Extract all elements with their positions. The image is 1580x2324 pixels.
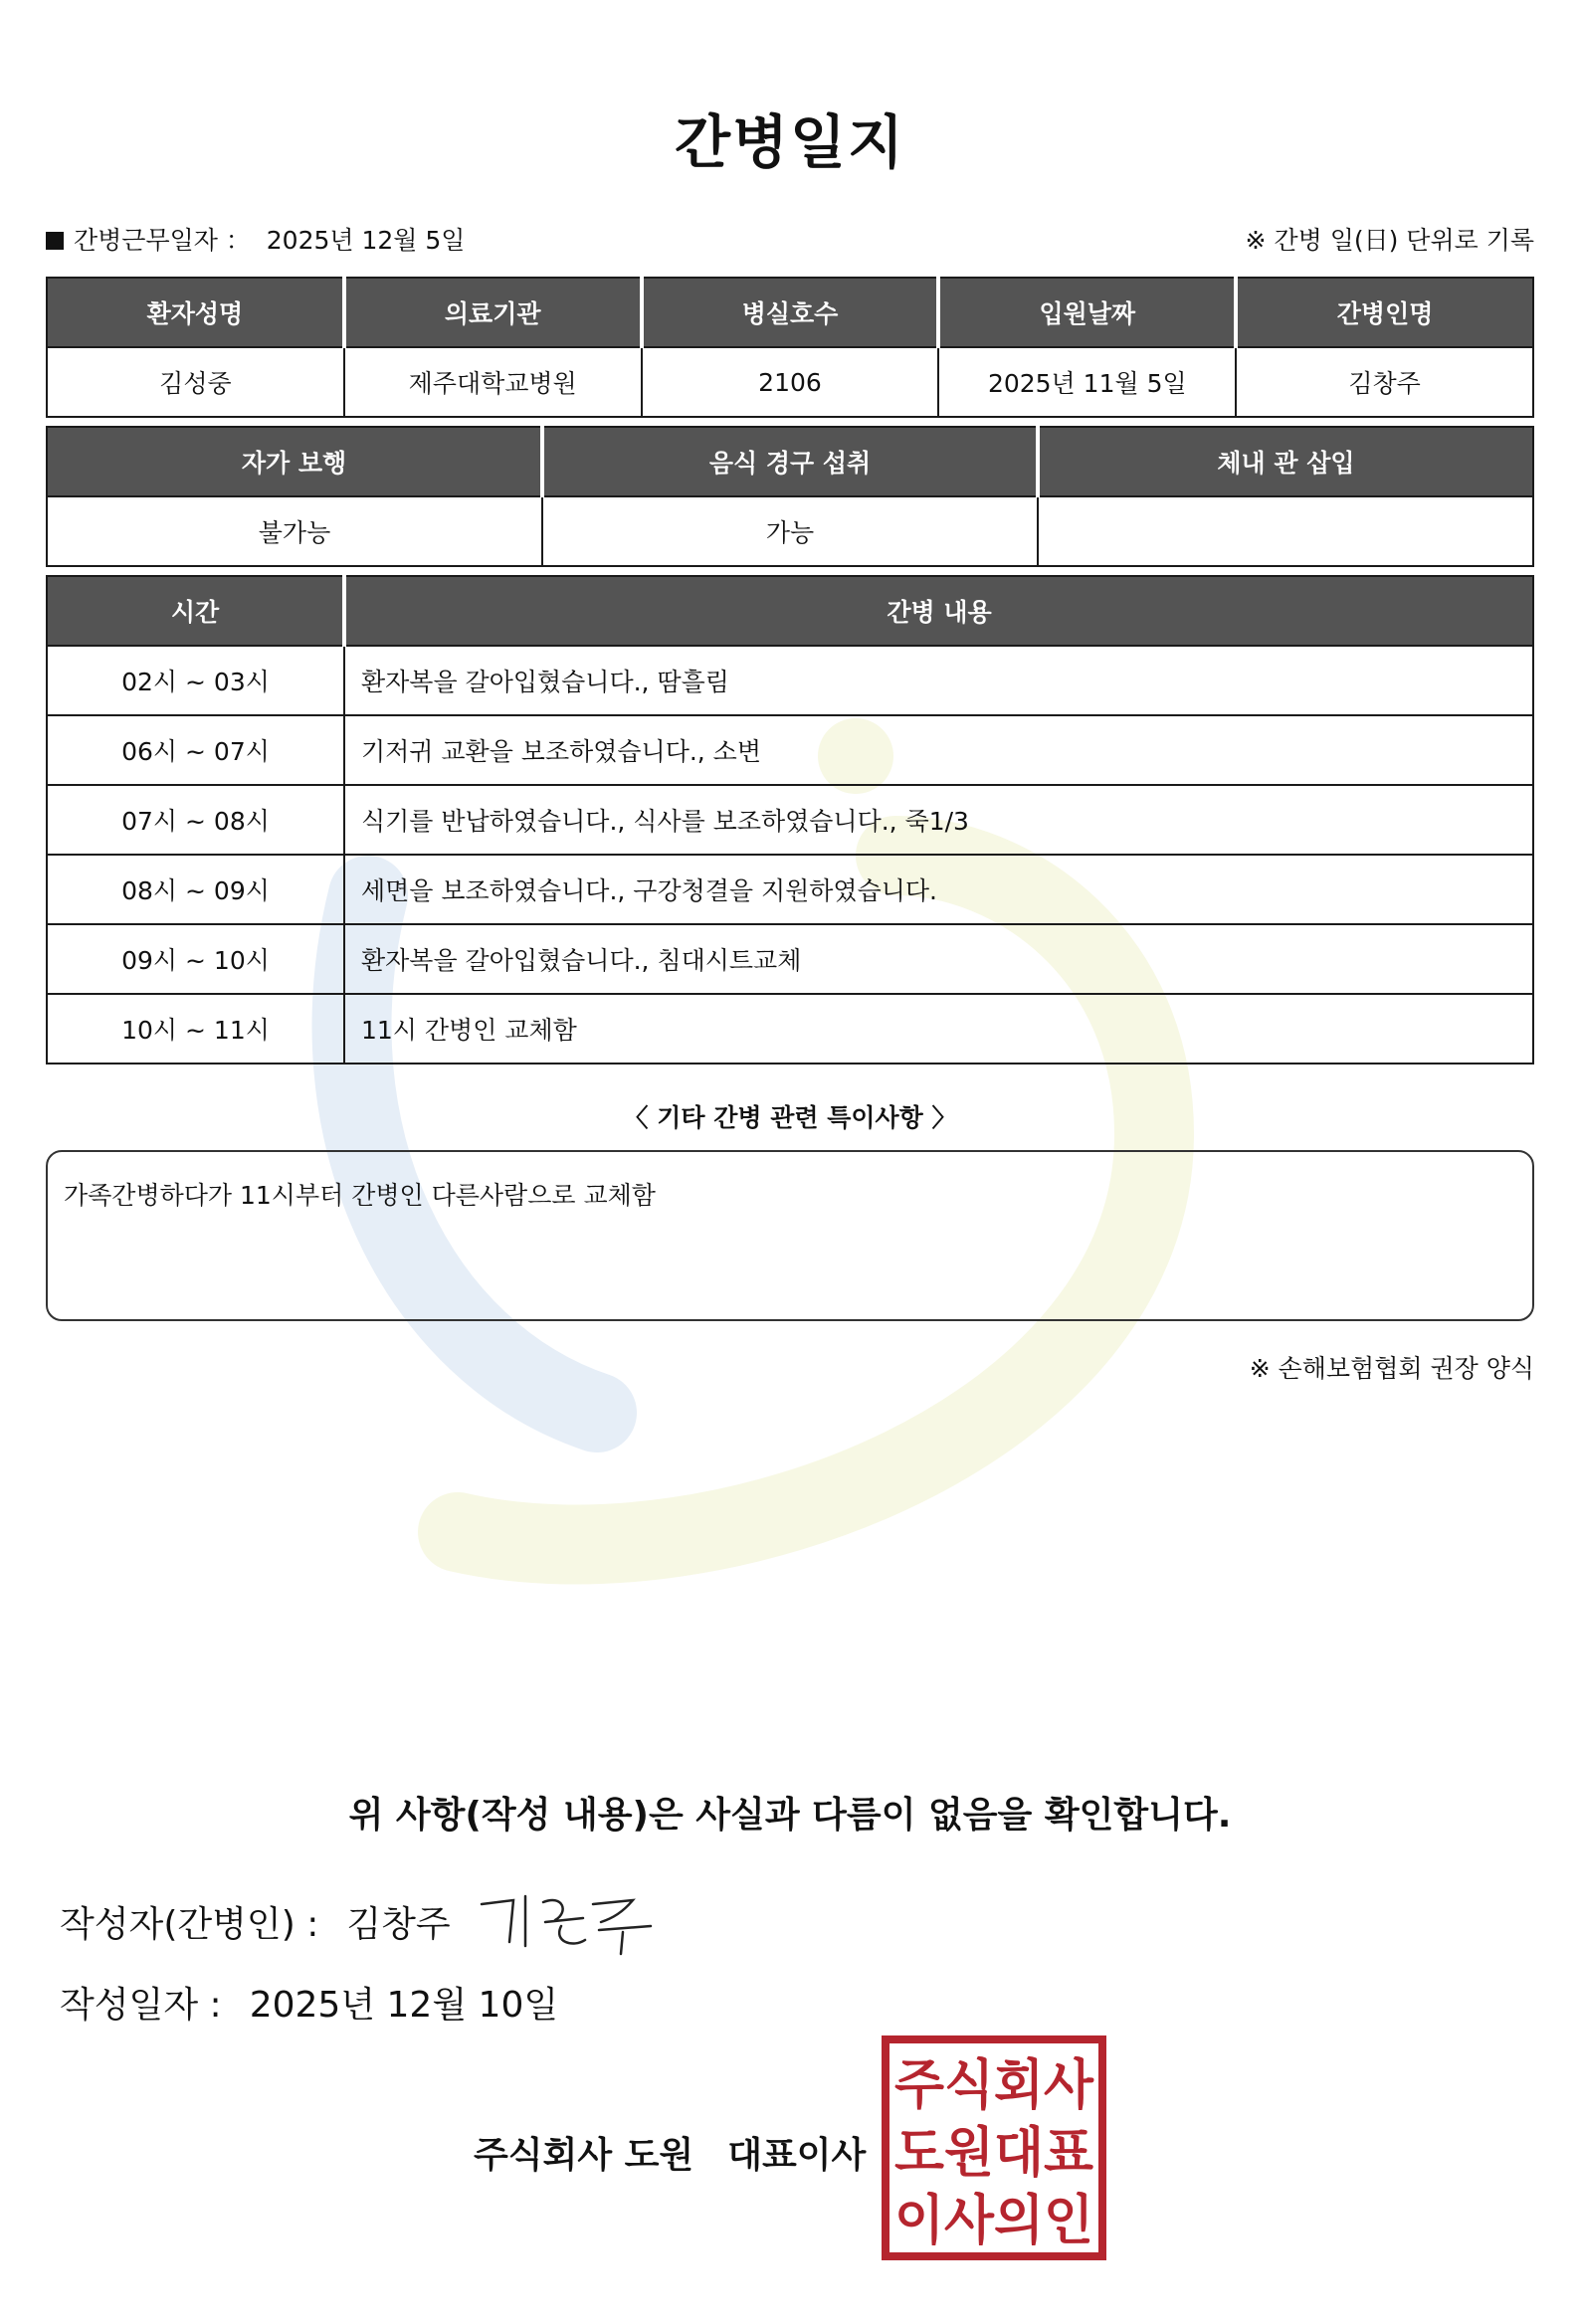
special-notes-text: 가족간병하다가 11시부터 간병인 다른사람으로 교체함 [64, 1181, 656, 1210]
oral-intake-status: 가능 [542, 496, 1038, 566]
writer-label: 작성자(간병인) : [60, 1904, 319, 1945]
writer-line [60, 1896, 451, 1947]
table-row [47, 715, 1533, 785]
write-date-label: 작성일자 : [60, 1985, 222, 2026]
confirmation-statement: 위 사항(작성 내용)은 사실과 다름이 없음을 확인합니다. [348, 1795, 1232, 1836]
table-row [47, 646, 1533, 715]
handwritten-signature [474, 1882, 692, 1962]
unit-note: ※ 간병 일(日) 단위로 기록 [1245, 226, 1534, 255]
write-date-value: 2025년 12월 10일 [249, 1985, 559, 2026]
special-notes-box [46, 1150, 1534, 1321]
care-time: 06시 ~ 07시 [47, 715, 344, 785]
care-time: 07시 ~ 08시 [47, 785, 344, 855]
header-oral-intake: 음식 경구 섭취 [542, 427, 1038, 496]
walking-status: 불가능 [47, 496, 542, 566]
company-seal-stamp [882, 2035, 1106, 2260]
room-number: 2106 [642, 347, 939, 417]
table-row [47, 924, 1533, 994]
care-content: 환자복을 갈아입혔습니다., 땀흘림 [344, 646, 1533, 715]
care-content: 환자복을 갈아입혔습니다., 침대시트교체 [344, 924, 1533, 994]
work-date [46, 221, 465, 257]
caregiver-name: 김창주 [1236, 347, 1533, 417]
care-content: 11시 간병인 교체함 [344, 994, 1533, 1064]
table-row [47, 994, 1533, 1064]
company-name: 주식회사 도원 [474, 2135, 694, 2176]
care-time: 09시 ~ 10시 [47, 924, 344, 994]
header-care-content: 간병 내용 [344, 576, 1533, 646]
header-hospital: 의료기관 [344, 278, 642, 347]
document-title: 간병일지 [674, 108, 906, 176]
table-row [47, 496, 1533, 566]
svg-text:도원대표: 도원대표 [894, 2121, 1093, 2184]
hospital: 제주대학교병원 [344, 347, 642, 417]
care-content: 식기를 반납하였습니다., 식사를 보조하였습니다., 죽1/3 [344, 785, 1533, 855]
table-row [47, 855, 1533, 924]
care-time: 02시 ~ 03시 [47, 646, 344, 715]
write-date-line [60, 1977, 558, 2028]
care-content: 기저귀 교환을 보조하였습니다., 소변 [344, 715, 1533, 785]
square-bullet-icon [46, 232, 64, 250]
meta-row [46, 221, 1534, 261]
svg-text:주식회사: 주식회사 [894, 2053, 1094, 2116]
work-date-label: 간병근무일자 ： [74, 226, 251, 255]
patient-name: 김성중 [47, 347, 344, 417]
header-room: 병실호수 [642, 278, 939, 347]
table-row [47, 785, 1533, 855]
table-header-row [47, 427, 1533, 496]
header-admission-date: 입원날짜 [938, 278, 1236, 347]
care-content: 세면을 보조하였습니다., 구강청결을 지원하였습니다. [344, 855, 1533, 924]
header-caregiver-name: 간병인명 [1236, 278, 1533, 347]
admission-date: 2025년 11월 5일 [938, 347, 1236, 417]
table-header-row [47, 278, 1533, 347]
header-time: 시간 [47, 576, 344, 646]
patient-info-table [46, 277, 1534, 418]
table-header-row [47, 576, 1533, 646]
patient-status-table [46, 426, 1534, 567]
svg-text:이사의인: 이사의인 [894, 2189, 1093, 2251]
company-line [474, 2127, 866, 2178]
care-time: 10시 ~ 11시 [47, 994, 344, 1064]
header-tube-insertion: 체내 관 삽입 [1038, 427, 1533, 496]
writer-name: 김창주 [346, 1904, 451, 1945]
table-row [47, 347, 1533, 417]
header-patient-name: 환자성명 [47, 278, 344, 347]
special-notes-heading: 〈 기타 간병 관련 특이사항 〉 [623, 1103, 957, 1132]
company-title: 대표이사 [727, 2135, 867, 2176]
header-walking: 자가 보행 [47, 427, 542, 496]
work-date-value: 2025년 12월 5일 [266, 226, 466, 255]
care-time: 08시 ~ 09시 [47, 855, 344, 924]
form-note: ※ 손해보험협회 권장 양식 [1249, 1354, 1534, 1383]
tube-insertion-status [1038, 496, 1533, 566]
care-record-table [46, 575, 1534, 1065]
